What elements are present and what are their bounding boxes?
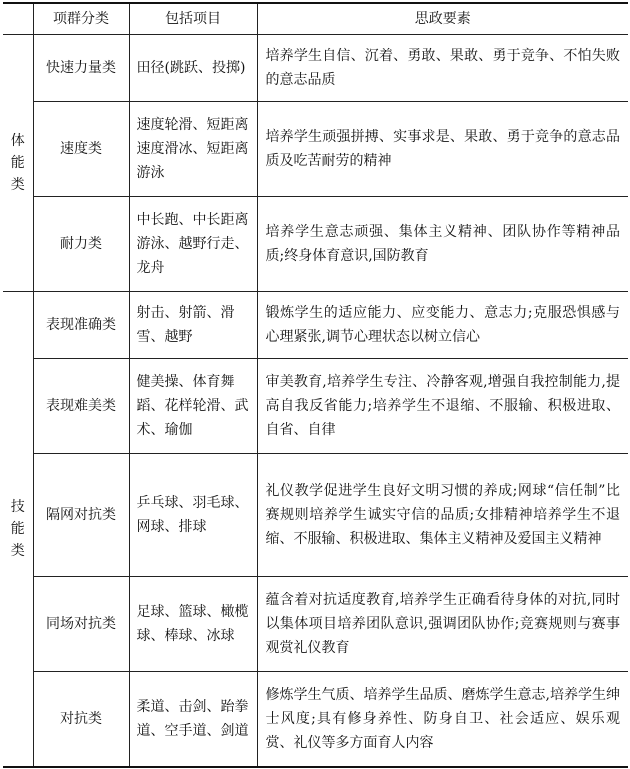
projects-cell: 田径(跳跃、投掷) bbox=[129, 35, 257, 102]
table-row bbox=[3, 454, 628, 577]
projects-cell: 中长跑、中长距离游泳、越野行走、龙舟 bbox=[129, 197, 257, 292]
elements-cell: 培养学生自信、沉着、勇敢、果敢、勇于竞争、不怕失败的意志品质 bbox=[257, 35, 628, 102]
type-cell: 隔网对抗类 bbox=[33, 454, 129, 577]
projects-cell: 健美操、体育舞蹈、花样轮滑、武术、瑜伽 bbox=[129, 359, 257, 454]
header-category bbox=[3, 3, 33, 35]
type-cell: 对抗类 bbox=[33, 672, 129, 768]
category-label: 技能类 bbox=[10, 498, 25, 559]
type-cell: 快速力量类 bbox=[33, 35, 129, 102]
elements-cell: 审美教育,培养学生专注、冷静客观,增强自我控制能力,提高自我反省能力;培养学生不退缩、不服输、积极进取、自省、自律 bbox=[257, 359, 628, 454]
header-projects: 包括项目 bbox=[129, 3, 257, 35]
elements-cell: 锻炼学生的适应能力、应变能力、意志力;克服恐惧感与心理紧张,调节心理状态以树立信心 bbox=[257, 292, 628, 359]
elements-cell: 蕴含着对抗适度教育,培养学生正确看待身体的对抗,同时以集体项目培养团队意识,强调团队协作;竞赛规则与赛事观赏礼仪教育 bbox=[257, 577, 628, 672]
header-group-type: 项群分类 bbox=[33, 3, 129, 35]
table-body bbox=[3, 35, 628, 768]
category-cell bbox=[3, 35, 33, 292]
table-row bbox=[3, 672, 628, 768]
header-elements: 思政要素 bbox=[257, 3, 628, 35]
type-cell: 速度类 bbox=[33, 102, 129, 197]
table-row bbox=[3, 102, 628, 197]
table-row bbox=[3, 35, 628, 102]
type-cell: 表现难美类 bbox=[33, 359, 129, 454]
table-row bbox=[3, 359, 628, 454]
table-row bbox=[3, 197, 628, 292]
type-cell: 耐力类 bbox=[33, 197, 129, 292]
elements-cell: 礼仪教学促进学生良好文明习惯的养成;网球“信任制”比赛规则培养学生诚实守信的品质;女排精神培养学生不退缩、不服输、积极进取、集体主义精神及爱国主义精神 bbox=[257, 454, 628, 577]
projects-cell: 速度轮滑、短距离速度滑冰、短距离游泳 bbox=[129, 102, 257, 197]
table-row bbox=[3, 577, 628, 672]
elements-cell: 培养学生顽强拼搏、实事求是、果敢、勇于竞争的意志品质及吃苦耐劳的精神 bbox=[257, 102, 628, 197]
elements-cell: 培养学生意志顽强、集体主义精神、团队协作等精神品质;终身体育意识,国防教育 bbox=[257, 197, 628, 292]
projects-cell: 足球、篮球、橄榄球、棒球、冰球 bbox=[129, 577, 257, 672]
projects-cell: 乒乓球、羽毛球、网球、排球 bbox=[129, 454, 257, 577]
ideological-elements-table bbox=[3, 2, 628, 768]
table-row bbox=[3, 292, 628, 359]
type-cell: 表现准确类 bbox=[33, 292, 129, 359]
elements-cell: 修炼学生气质、培养学生品质、磨炼学生意志,培养学生绅士风度;具有修身养性、防身自卫、社会适应、娱乐观赏、礼仪等多方面育人内容 bbox=[257, 672, 628, 768]
category-label: 体能类 bbox=[10, 132, 25, 193]
projects-cell: 射击、射箭、滑雪、越野 bbox=[129, 292, 257, 359]
projects-cell: 柔道、击剑、跆拳道、空手道、剑道 bbox=[129, 672, 257, 768]
category-cell bbox=[3, 292, 33, 768]
type-cell: 同场对抗类 bbox=[33, 577, 129, 672]
table-header bbox=[3, 3, 628, 35]
